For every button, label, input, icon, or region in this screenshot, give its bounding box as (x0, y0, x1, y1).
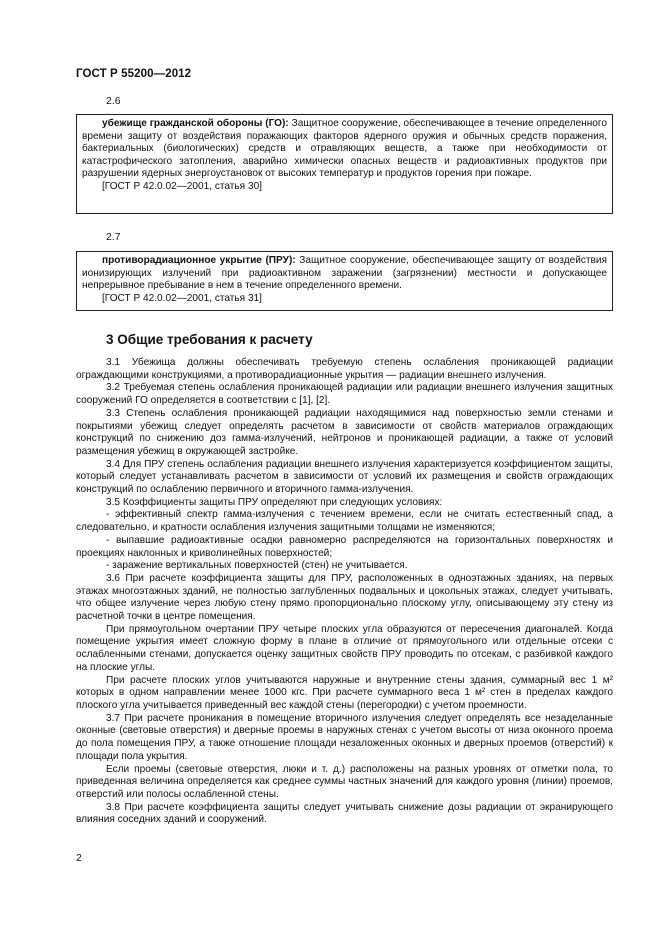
paragraph: При расчете плоских углов учитываются наружные и внутренние стены здания, суммарный вес 1 м² которых в одном направлении менее 1000 кгс. При расчете суммарного веса 1 м² стен в пределах каждого плоского угла учитывается приведенный вес каждой стены (перегородки) с учетом проемности. (76, 674, 613, 711)
paragraph: Если проемы (световые отверстия, люки и т. д.) расположены на разных уровнях от отметки пола, то приведенная величина определяется как среднее суммы частных значений для каждого уровня (линии) проемов, отверстий или полосы ослабленной стены. (76, 763, 613, 800)
term-name: противорадиационное укрытие (ПРУ): (102, 255, 296, 266)
section-heading: 3 Общие требования к расчету (106, 332, 313, 347)
term-definition-box (76, 114, 613, 214)
term-number: 2.7 (106, 231, 121, 243)
paragraph: 3.5 Коэффициенты защиты ПРУ определяют при следующих условиях: (106, 496, 443, 508)
paragraph: 3.3 Степень ослабления проникающей радиации находящимися над поверхностью земли стенами и покрытиями убежищ следует определять расчетом в зависимости от свойств материалов ограждающих конструкций по снижению доз гамма-излучений, нейтронов и проникающей радиации, а также от условий размещения убежищ в окружающей застройке. (76, 407, 613, 457)
list-item: - заражение вертикальных поверхностей (стен) не учитывается. (106, 560, 408, 572)
list-item: - выпавшие радиоактивные осадки равномерно распределяются на горизонтальных поверхностях и проекциях наклонных и криволинейных поверхностей; (76, 534, 613, 559)
term-text: Защитное сооружение, обеспечивающее в течение определенного времени защиту от воздействия поражающих факторов ядерного оружия и обычных средств поражения, бактериальных (биологических) средств и отравляющих веществ, а также при необходимости от катастрофического затопления, аварийно химически опасных веществ и радиоактивных продуктов при разрушении ядерных энергоустановок от высоких температур и продуктов горения при пожаре. (82, 118, 607, 180)
term-number: 2.6 (106, 95, 121, 107)
term-source: [ГОСТ Р 42.0.02—2001, статья 31] (102, 292, 262, 304)
term-text: Защитное сооружение, обеспечивающее защиту от воздействия ионизирующих излучений при радиоактивном заражении (загрязнении) местности и допускающее непрерывное пребывание в нем в течение определенного времени. (82, 255, 607, 292)
term-definition-box (76, 251, 613, 311)
paragraph: 3.7 При расчете проникания в помещение вторичного излучения следует определять все незаделанные оконные (световые отверстия) и дверные проемы в наружных стенах с учетом высоты от низа оконного проема до пола помещения ПРУ, а также отношение площади незаложенных оконных и дверных проемов (отверстий) к площади пола укрытия. (76, 712, 613, 762)
document-header: ГОСТ Р 55200—2012 (76, 68, 192, 80)
term-name: убежище гражданской обороны (ГО): (102, 118, 289, 129)
paragraph: 3.8 При расчете коэффициента защиты следует учитывать снижение дозы радиации от экранирующего влияния соседних зданий и сооружений. (76, 801, 613, 826)
page-number: 2 (76, 852, 82, 864)
term-definition (82, 255, 607, 293)
term-source: [ГОСТ Р 42.0.02—2001, статья 30] (102, 180, 262, 192)
term-definition (82, 118, 607, 181)
paragraph: 3.1 Убежища должны обеспечивать требуемую степень ослабления проникающей радиации ограждающими конструкциями, а противорадиационные укрытия — радиации внешнего излучения. (76, 357, 613, 381)
paragraph: 3.6 При расчете коэффициента защиты для ПРУ, расположенных в одноэтажных зданиях, на первых этажах многоэтажных зданий, не полностью заглубленных подвальных и цокольных этажах, следует учитывать, что общее излучение через любую стену прямо пропорционально плоскому углу, описывающему эту стену из расчетной точки в центре помещения. (76, 572, 613, 623)
paragraph: 3.4 Для ПРУ степень ослабления радиации внешнего излучения характеризуется коэффициентом защиты, который следует устанавливать расчетом в зависимости от условий их размещения и свойств ограждающих конструкций по ослаблению первичного и вторичного гамма-излучения. (76, 458, 613, 496)
paragraph: 3.2 Требуемая степень ослабления проникающей радиации или радиации внешнего излучения защитных сооружений ГО определяется в соответствии с [1], [2]. (76, 382, 613, 407)
section-body (76, 357, 613, 827)
list-item: - эффективный спектр гамма-излучения с течением времени, если не считать естественный спад, а следовательно, и кратности ослабления излучения защитными толщами не изменяются; (76, 509, 613, 534)
paragraph: При прямоугольном очертании ПРУ четыре плоских угла образуются от пересечения диагоналей. Когда помещение укрытия имеет сложную форму в плане в отличие от прямоугольного или отдельные отсеки с ослабленными стенами, допускается оценку защитных свойств ПРУ проводить по отсекам, с разбивкой каждого на плоские углы. (76, 623, 613, 673)
